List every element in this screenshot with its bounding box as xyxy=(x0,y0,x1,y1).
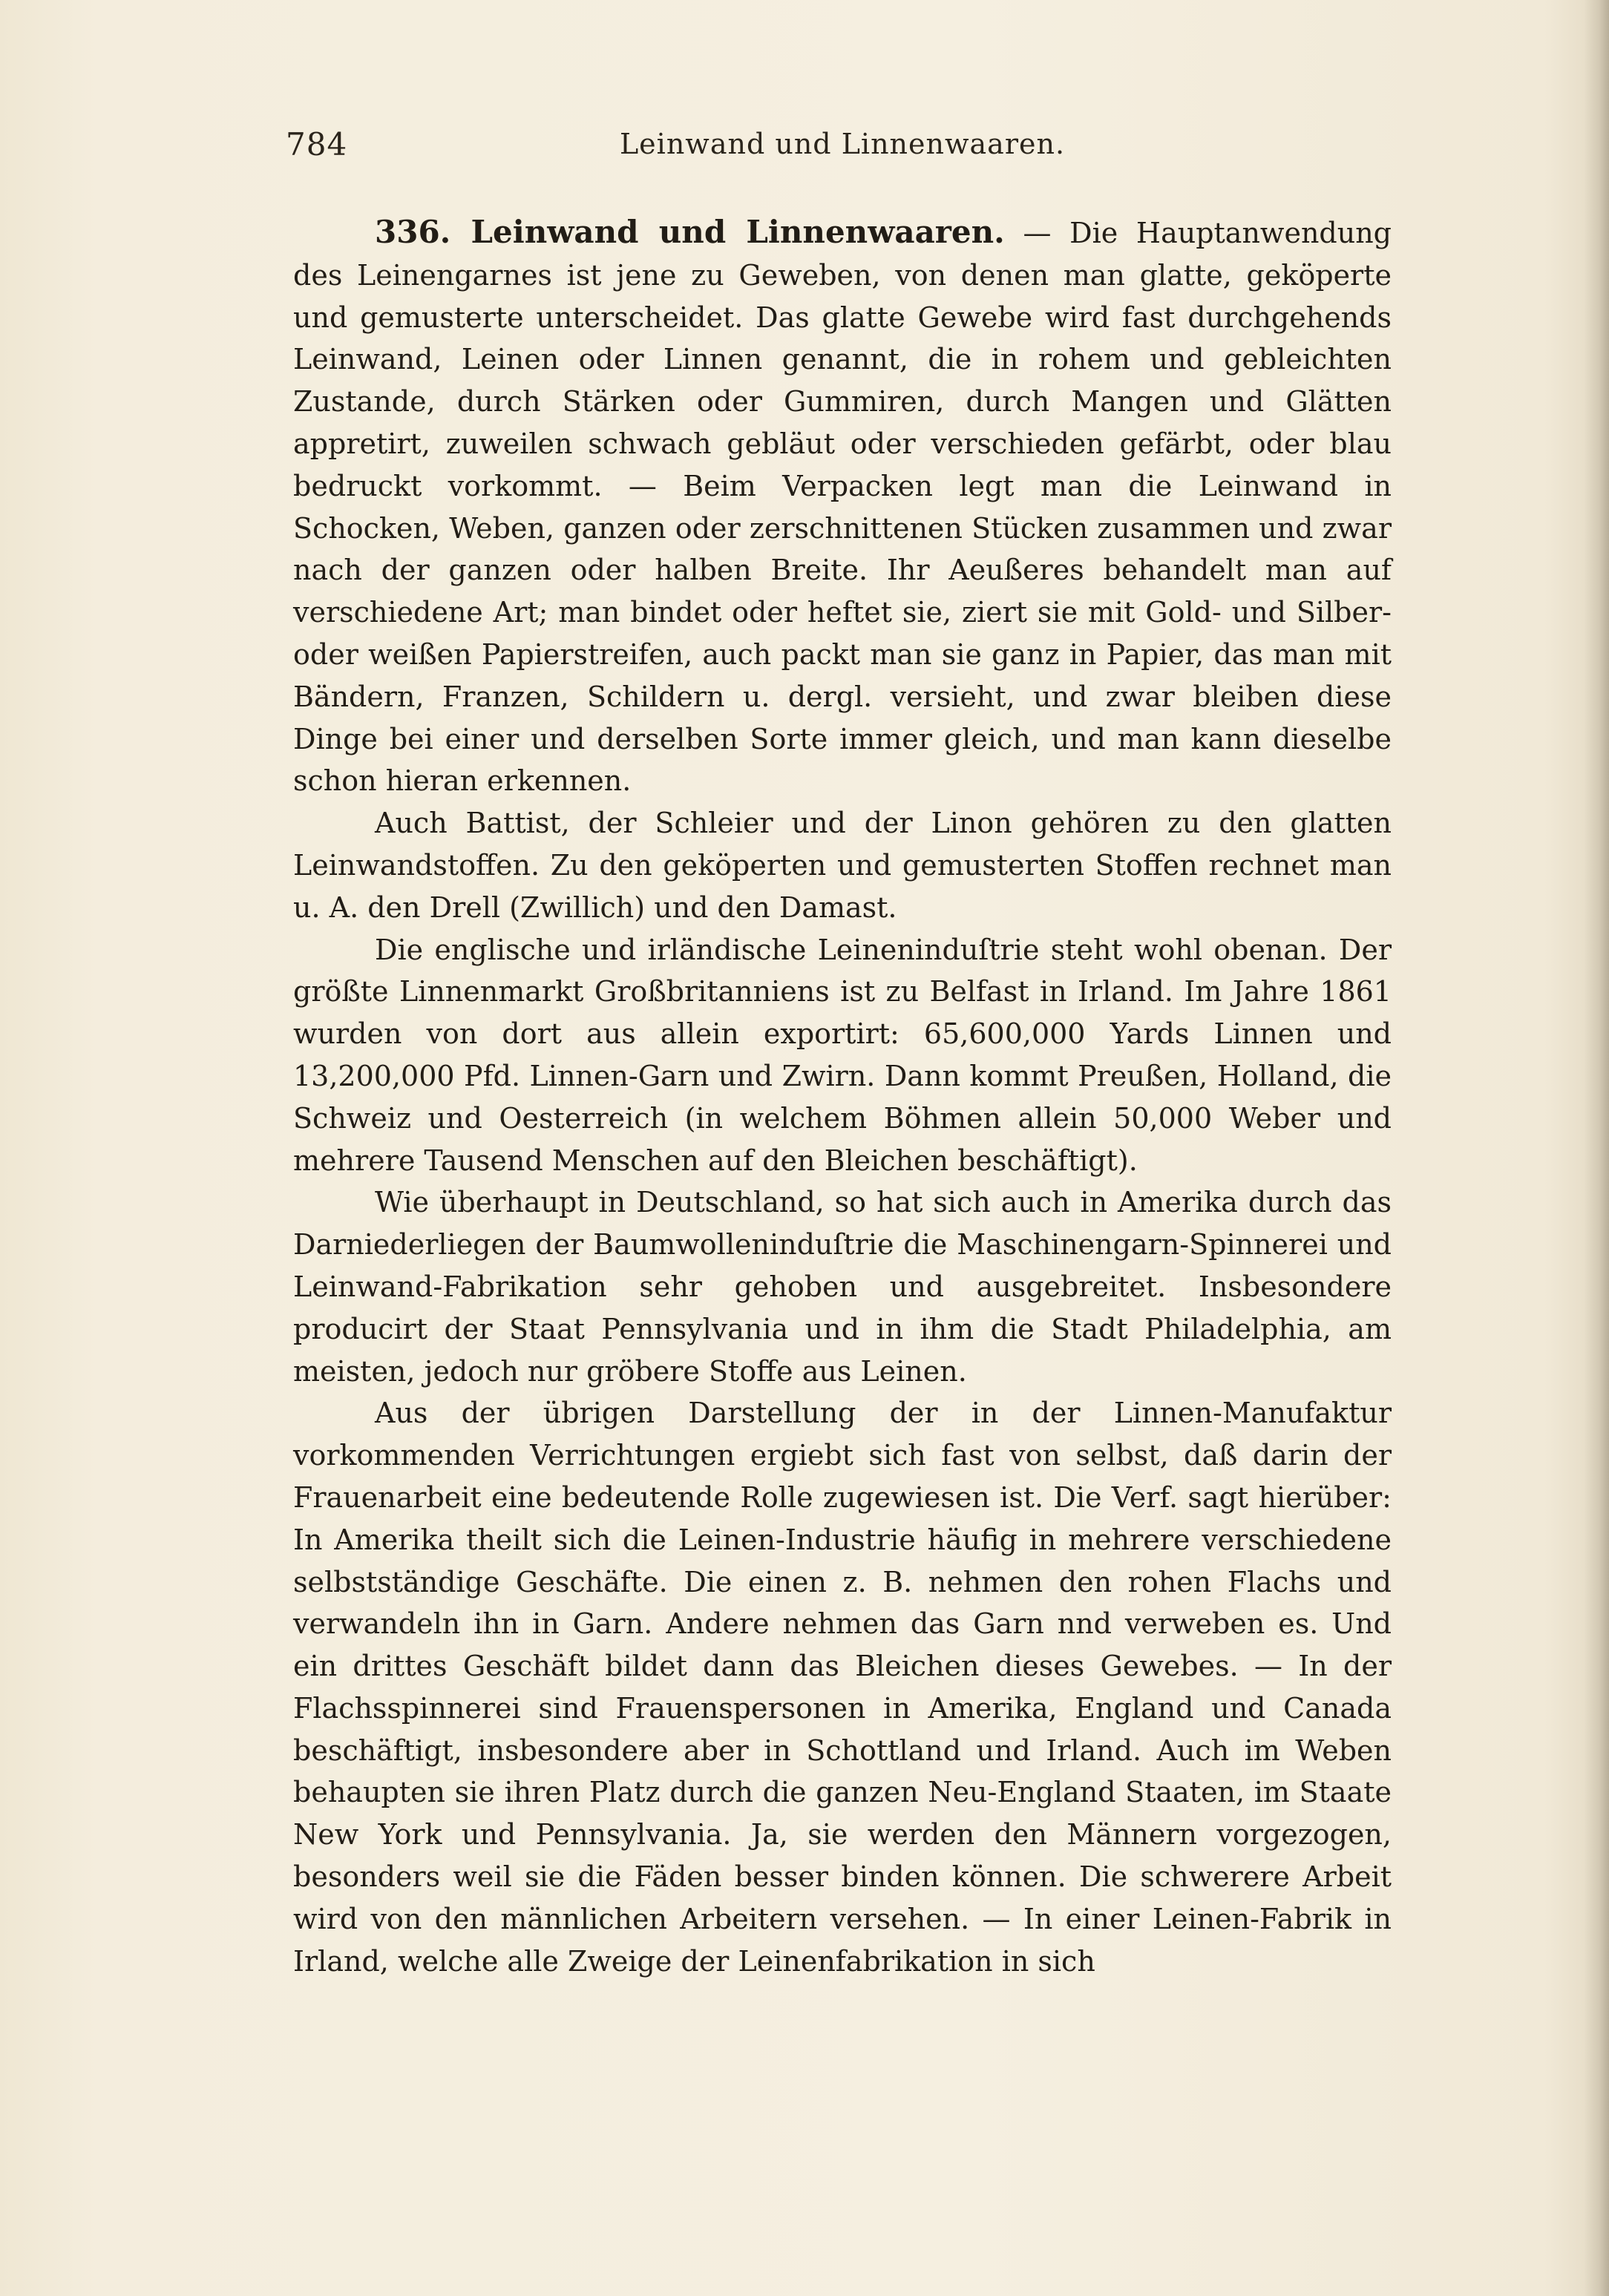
paragraph-5: Aus der übrigen Darstellung der in der Linnen-Manufaktur vorkommenden Verrichtungen ergiebt sich fast von selbst, daß darin der Frauenarbeit eine bedeutende Rolle zugewiesen ist. Die Verf. sagt hierüber: In Amerika theilt sich die Leinen-Industrie häufig in mehrere verschiedene selbstständige Geschäfte. Die einen z. B. nehmen den rohen Flachs und verwandeln ihn in Garn. Andere nehmen das Garn nnd verweben es. Und ein drittes Geschäft bildet dann das Bleichen dieses Gewebes. — In der Flachsspinnerei sind Frauenspersonen in Amerika, England und Canada beschäftigt, insbesondere aber in Schottland und Irland. Auch im Weben behaupten sie ihren Platz durch die ganzen Neu-England Staaten, im Staate New York und Pennsylvania. Ja, sie werden den Männern vorgezogen, besonders weil sie die Fäden besser binden können. Die schwerere Arbeit wird von den männlichen Arbeitern versehen. — In einer Leinen-Fabrik in Irland, welche alle Zweige der Leinenfabrikation in sich xyxy=(293,1397,1392,1978)
paragraph-3: Die englische und irländische Leineninduſtrie steht wohl obenan. Der größte Linnenmarkt Großbritanniens ist zu Belfast in Irland. Im Jahre 1861 wurden von dort aus allein exportirt: 65,600,000 Yards Linnen und 13,200,000 Pfd. Linnen-Garn und Zwirn. Dann kommt Preußen, Holland, die Schweiz und Oesterreich (in welchem Böhmen allein 50,000 Weber und mehrere Tausend Menschen auf den Bleichen beschäftigt). xyxy=(293,933,1392,1177)
paragraph-1-text: Die Hauptanwendung des Leinengarnes ist jene zu Geweben, von denen man glatte, geköperte und gemusterte unterscheidet. Das glatte Gewebe wird fast durchgehends Leinwand, Leinen oder Linnen genannt, die in rohem und gebleichten Zustande, durch Stärken oder Gummiren, durch Mangen und Glätten appretirt, zuweilen schwach gebläut oder verschieden gefärbt, oder blau bedruckt vorkommt. — Beim Verpacken legt man die Leinwand in Schocken, Weben, ganzen oder zerschnittenen Stücken zusammen und zwar nach der ganzen oder halben Breite. Ihr Aeußeres behandelt man auf verschiedene Art; man bindet oder heftet sie, ziert sie mit Gold- und Silber- oder weißen Papierstreifen, auch packt man sie ganz in Papier, das man mit Bändern, Franzen, Schildern u. dergl. versieht, und zwar bleiben diese Dinge bei einer und derselben Sorte immer gleich, und man kann dieselbe schon hieran erkennen. xyxy=(293,217,1392,798)
page-edge-shadow xyxy=(1584,0,1609,2296)
paragraph-1 xyxy=(293,211,1392,802)
section-dash: — xyxy=(1004,217,1070,249)
running-header xyxy=(286,126,1399,171)
body-text xyxy=(293,211,1392,1982)
section-number: 336. xyxy=(375,214,451,250)
paragraph-2: Auch Battist, der Schleier und der Linon gehören zu den glatten Leinwandstoffen. Zu den geköperten und gemusterten Stoffen rechnet man u. A. den Drell (Zwillich) und den Damast. xyxy=(293,807,1392,924)
running-title: Leinwand und Linnenwaaren. xyxy=(619,128,1066,160)
section-heading xyxy=(375,214,1005,250)
section-title: Leinwand und Linnenwaaren. xyxy=(471,214,1005,250)
paragraph-4: Wie überhaupt in Deutschland, so hat sich auch in Amerika durch das Darniederliegen der Baumwolleninduſtrie die Maschinengarn-Spinnerei und Leinwand-Fabrikation sehr gehoben und ausgebreitet. Insbesondere producirt der Staat Pennsylvania und in ihm die Stadt Philadelphia, am meisten, jedoch nur gröbere Stoffe aus Leinen. xyxy=(293,1186,1392,1388)
page-number: 784 xyxy=(286,126,348,163)
